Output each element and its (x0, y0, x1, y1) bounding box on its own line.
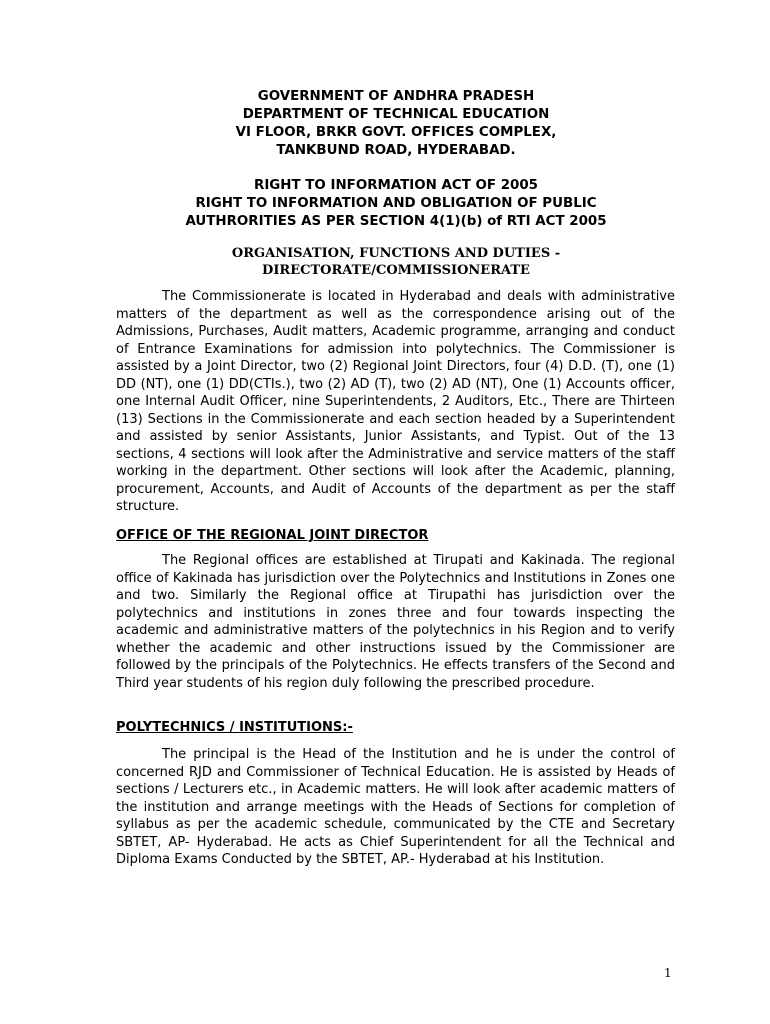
rti-title (116, 177, 676, 231)
organisation-heading (116, 245, 676, 279)
page-number: 1 (664, 966, 672, 980)
header-line-government: GOVERNMENT OF ANDHRA PRADESH (257, 89, 535, 104)
commissionerate-paragraph: The Commissionerate is located in Hyderabad and deals with administrative matters of the department as well as the correspondence arising out of the Admissions, Purchases, Audit matters, Academic programme, arranging and conduct of Entrance Examinations for admission into polytechnics. The Commissioner is assisted by a Joint Director, two (2) Regional Joint Directors, four (4) D.D. (T), one (1) DD (NT), one (1) DD(CTIs.), two (2) AD (T), two (2) AD (NT), One (1) Accounts officer, one Internal Audit Officer, nine Superintendents, 2 Auditors, Etc., There are Thirteen (13) Sections in the Commissionerate and each section headed by a Superintendent and assisted by senior Assistants, Junior Assistants, and Typist. Out of the 13 sections, 4 sections will look after the Administrative and service matters of the staff working in the department. Other sections will look after the Academic, planning, procurement, Accounts, and Audit of Accounts of the department as per the staff structure. (116, 289, 675, 514)
rti-title-line-1: RIGHT TO INFORMATION ACT OF 2005 (254, 178, 538, 193)
header-line-city: TANKBUND ROAD, HYDERABAD. (276, 143, 516, 158)
organisation-heading-line-1: ORGANISATION, FUNCTIONS AND DUTIES - (231, 246, 561, 261)
rti-title-line-2: RIGHT TO INFORMATION AND OBLIGATION OF PUBLIC (195, 196, 597, 211)
regional-joint-director-heading: OFFICE OF THE REGIONAL JOINT DIRECTOR (116, 528, 429, 543)
regional-joint-director-paragraph: The Regional offices are established at Tirupati and Kakinada. The regional office of Kakinada has jurisdiction over the Polytechnics and Institutions in Zones one and two. Similarly the Regional office at Tirupathi has jurisdiction over the polytechnics and institutions in zones three and four towards inspecting the academic and administrative matters of the polytechnics in his Region and to verify whether the academic and other instructions issued by the Commissioner are followed by the principals of the Polytechnics. He effects transfers of the Second and Third year students of his region duly following the prescribed procedure. (116, 553, 675, 691)
office-header (116, 88, 676, 160)
polytechnics-paragraph: The principal is the Head of the Institution and he is under the control of concerned RJD and Commissioner of Technical Education. He is assisted by Heads of sections / Lecturers etc., in Academic matters. He will look after academic matters of the institution and arrange meetings with the Heads of Sections for completion of syllabus as per the academic schedule, communicated by the CTE and Secretary SBTET, AP- Hyderabad. He acts as Chief Superintendent for all the Technical and Diploma Exams Conducted by the SBTET, AP.- Hyderabad at his Institution. (116, 747, 675, 867)
header-line-department: DEPARTMENT OF TECHNICAL EDUCATION (242, 107, 550, 122)
rti-title-line-3: AUTHRORITIES AS PER SECTION 4(1)(b) of RTI ACT 2005 (185, 214, 607, 229)
organisation-heading-line-2: DIRECTORATE/COMMISSIONERATE (262, 263, 530, 278)
polytechnics-heading: POLYTECHNICS / INSTITUTIONS:- (116, 720, 353, 735)
header-line-address: VI FLOOR, BRKR GOVT. OFFICES COMPLEX, (235, 125, 557, 140)
